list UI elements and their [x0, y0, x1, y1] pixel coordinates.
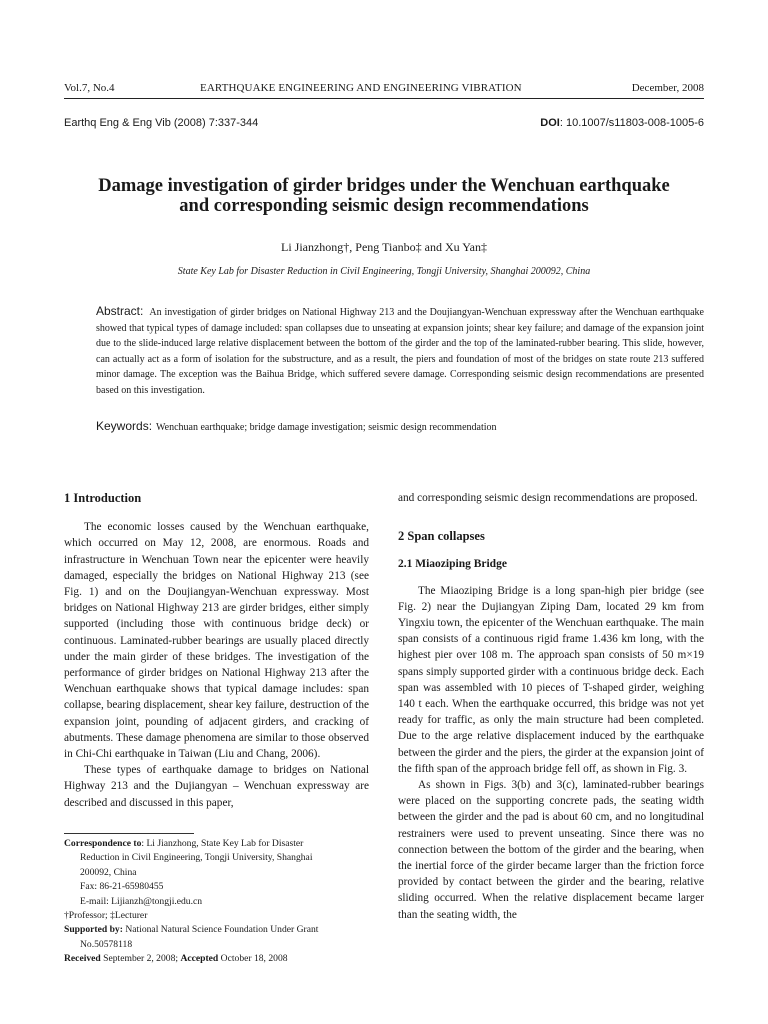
paragraph: The economic losses caused by the Wenchuan earthquake, which occurred on May 12, 2008, are enormous. Roads and infrastructure in Wenchuan Town near the epicenter were heavily damaged, especially the bridges on National Highway 213 (see Fig. 1) and on the Doujiangyan-Wenchuan expressway. Most bridges on National Highway 213 are girder bridges, either simply supported (including those with continuous bridge deck) or continuous. Laminated-rubber bearings are usually placed directly under the main girder of these bridges. The investigation of the performance of girder bridges on National Highway 213 after the Wenchuan earthquake shows that typical damage includes: span collapse, bearing displacement, shear key failure, destruction of the expansion joint, pounding of adjacent girders, and cracking of abutments. These damage phenomena are similar to those observed in Chi-Chi earthquake in Taiwan (Liu and Chang, 2006). [64, 521, 369, 761]
journal-name: EARTHQUAKE ENGINEERING AND ENGINEERING VIBRATION [200, 82, 522, 94]
abstract-label: Abstract: [96, 304, 144, 318]
footnote-fax: Fax: 86-21-65980455 [80, 881, 164, 893]
footnote-grant-number: No.50578118 [80, 938, 133, 950]
left-column [64, 490, 369, 811]
support-label: Supported by: [64, 924, 123, 936]
keywords [96, 419, 704, 433]
abstract [96, 304, 704, 398]
correspondence-text: : Li Jianzhong, State Key Lab for Disaster [141, 838, 304, 849]
footnote-line: Reduction in Civil Engineering, Tongji University, Shanghai [80, 852, 313, 864]
doi[interactable] [540, 117, 704, 129]
footnotes [64, 837, 369, 967]
section-heading-introduction: 1 Introduction [64, 491, 142, 505]
received-date: September 2, 2008; [100, 953, 181, 965]
issue-date: December, 2008 [631, 82, 704, 94]
footnote-email[interactable]: E-mail: Lijianzh@tongji.edu.cn [80, 895, 203, 907]
accepted-date: October 18, 2008 [218, 953, 288, 965]
keywords-text: Wenchuan earthquake; bridge damage investigation; seismic design recommendation [156, 422, 497, 433]
section-heading-span-collapses: 2 Span collapses [398, 529, 485, 544]
doi-value: : 10.1007/s11803-008-1005-6 [559, 117, 704, 129]
title-line-2: and corresponding seismic design recommendations [179, 196, 589, 216]
received-label: Received [64, 953, 101, 965]
header-rule [64, 98, 704, 99]
citation: Earthq Eng & Eng Vib (2008) 7:337-344 [64, 117, 259, 129]
accepted-label: Accepted [180, 953, 219, 965]
support-text: National Natural Science Foundation Under Grant [122, 924, 319, 936]
title-line-1: Damage investigation of girder bridges under the Wenchuan earthquake [98, 176, 670, 196]
paragraph: The Miaoziping Bridge is a long span-high pier bridge (see Fig. 2) near the Dujiangyan Ziping Dam, located 29 km from Yingxiu town, the epicenter of the Wenchuan earthquake. The main span consists of a continuous rigid frame 1.436 km long, with the highest pier over 108 m. The approach span consists of 50 m×19 spans simply supported girder with a continuous bridge deck. Each span was assembled with 10 pieces of T-shaped girder, weighing 140 t each. When the earthquake occurred, this bridge was not yet ready for traffic, as only the main structure had been completed. Due to the arge relative displacement induced by the earthquake between the girder and the piers, the girder at the expansion joint of the fifth span of the approach bridge fell off, as shown in Fig. 3. [398, 584, 704, 775]
abstract-text: An investigation of girder bridges on National Highway 213 and the Doujiangyan-Wenchuan expressway after the Wenchuan earthquake showed that typical types of damage included: span collapses due to unseating at expansion joints; shear key failure; and damage of the expansion joint due to the slide-induced large relative displacement between the bottom of the girder and the top of the laminated-rubber bearing. This slide, however, can actually act as a form of isolation for the substructure, and as a result, the piers and foundation of most of the bridges on state route 213 suffered minor damage. The exception was the Baihua Bridge, which suffered severe damage. Corresponding seismic design recommendations are presented based on this investigation. [96, 307, 704, 396]
paragraph-continued: and corresponding seismic design recommendations are proposed. [398, 492, 698, 504]
paper-title [40, 176, 728, 216]
right-column [398, 490, 704, 923]
journal-volume: Vol.7, No.4 [64, 82, 115, 94]
subsection-heading-miaoziping: 2.1 Miaoziping Bridge [398, 558, 507, 571]
correspondence-label: Correspondence to [64, 838, 142, 849]
paragraph: These types of earthquake damage to bridges on National Highway 213 and the Dujiangyan – Wenchuan expressway are described and discussed in this paper, [64, 764, 369, 809]
affiliation: State Key Lab for Disaster Reduction in Civil Engineering, Tongji University, Shanghai 200092, China [177, 266, 591, 277]
doi-label: DOI [540, 117, 560, 129]
footnote-dates [64, 952, 369, 966]
authors: Li Jianzhong†, Peng Tianbo‡ and Xu Yan‡ [280, 240, 487, 254]
footnote-titles: †Professor; ‡Lecturer [64, 910, 148, 922]
keywords-label: Keywords: [96, 419, 153, 433]
footnote-line: 200092, China [80, 866, 137, 878]
paragraph: As shown in Figs. 3(b) and 3(c), laminated-rubber bearings were placed on the supporting concrete pads, the seating width between the girder and the pad is about 60 cm, and no longitudinal restrainers were used to prevent unseating. Since there was no connection between the bottom of the girder and the bearing, when the inertial force of the girder became larger than the friction force provided by contact between the girder and the bearing, relative sliding occurred. When the relative displacement became larger than the seating width, the [398, 779, 704, 921]
footnote-correspondence [64, 837, 369, 851]
footnote-rule [64, 833, 194, 834]
footnote-support [64, 923, 369, 937]
